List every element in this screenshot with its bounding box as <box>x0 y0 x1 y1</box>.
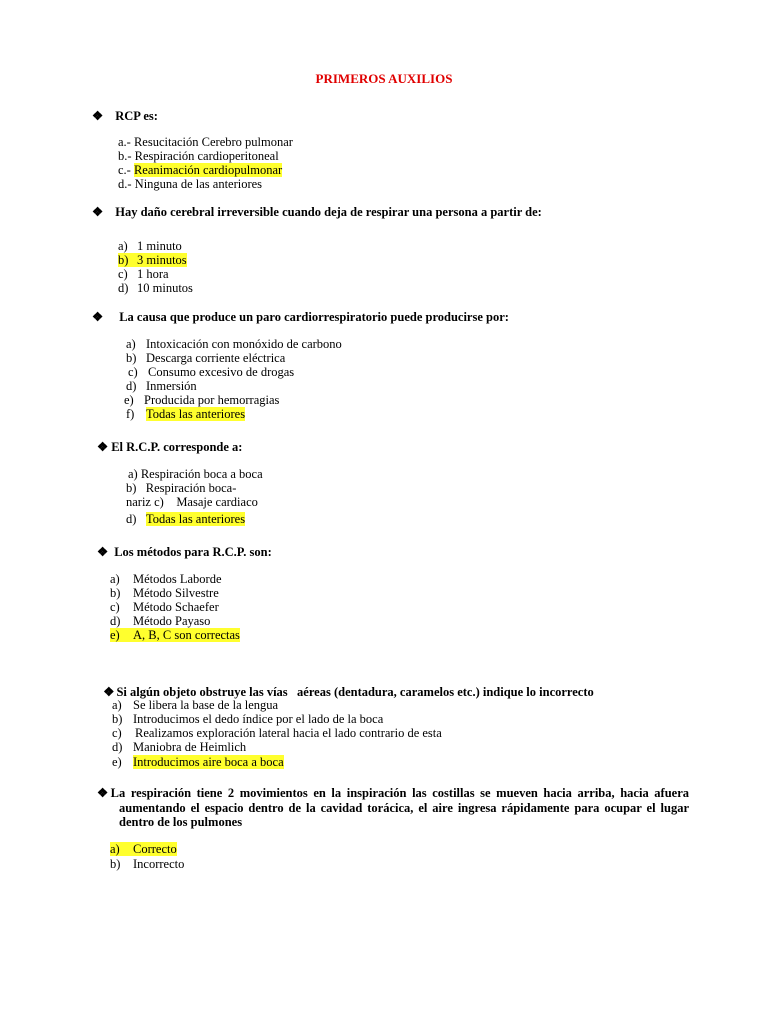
question-4-text: El R.C.P. corresponde a: <box>111 440 243 454</box>
question-1-text: RCP es: <box>115 109 158 123</box>
question-3-text: La causa que produce un paro cardiorrespiratorio puede producirse por: <box>119 310 509 324</box>
question-2-text: Hay daño cerebral irreversible cuando deja de respirar una persona a partir de: <box>115 205 542 219</box>
diamond-bullet-icon: ❖ <box>97 786 111 800</box>
diamond-bullet-icon: ❖ <box>103 685 115 699</box>
q3-option-d: d) Inmersión <box>126 379 197 393</box>
q2-option-a: a) 1 minuto <box>118 239 182 253</box>
q3-option-a: a) Intoxicación con monóxido de carbono <box>126 337 342 351</box>
q3-option-e: e) Producida por hemorragias <box>124 393 280 407</box>
question-5-text: Los métodos para R.C.P. son: <box>114 545 272 559</box>
diamond-bullet-icon: ❖ <box>92 205 104 219</box>
q7-option-a: a) Correcto <box>110 842 177 856</box>
diamond-bullet-icon: ❖ <box>97 440 109 454</box>
q5-option-b: b) Método Silvestre <box>110 586 219 600</box>
question-3 <box>92 310 509 324</box>
question-2 <box>92 205 542 219</box>
diamond-bullet-icon: ❖ <box>97 545 109 559</box>
q6-option-d: d) Maniobra de Heimlich <box>112 740 247 754</box>
q6-option-a: a) Se libera la base de la lengua <box>112 698 279 712</box>
q6-option-b: b) Introducimos el dedo índice por el lado de la boca <box>112 712 384 726</box>
q3-option-f: f) Todas las anteriores <box>126 407 246 421</box>
q2-option-d: d) 10 minutos <box>118 281 193 295</box>
q4-line-3: nariz c) Masaje cardiaco <box>126 495 258 509</box>
q7-option-b: b) Incorrecto <box>110 857 185 871</box>
question-1 <box>92 109 158 123</box>
q1-option-c <box>118 163 282 177</box>
q1-option-a: a.- Resucitación Cerebro pulmonar <box>118 135 293 149</box>
q4-line-4: d) Todas las anteriores <box>126 512 246 526</box>
question-7 <box>97 786 689 830</box>
q5-option-a: a) Métodos Laborde <box>110 572 222 586</box>
q4-line-1: a) Respiración boca a boca <box>128 467 263 481</box>
question-4 <box>97 440 242 454</box>
q1-option-c-label: c.- <box>118 163 134 177</box>
question-7-line-1: La respiración tiene 2 movimientos en la inspiración las costillas se mueven hacia arriba, hacia afuera <box>110 786 689 800</box>
question-6 <box>97 671 594 699</box>
diamond-bullet-icon: ❖ <box>92 310 104 324</box>
diamond-bullet-icon: ❖ <box>92 109 104 123</box>
q6-option-e: e) Introducimos aire boca a boca <box>112 755 284 769</box>
q2-option-c: c) 1 hora <box>118 267 169 281</box>
q3-option-b: b) Descarga corriente eléctrica <box>126 351 286 365</box>
q5-option-d: d) Método Payaso <box>110 614 211 628</box>
question-5 <box>97 545 272 559</box>
q6-option-c: c) Realizamos exploración lateral hacia el lado contrario de esta <box>112 726 442 740</box>
q1-option-b: b.- Respiración cardioperitoneal <box>118 149 279 163</box>
q5-option-c: c) Método Schaefer <box>110 600 219 614</box>
q4-line-2: b) Respiración boca- <box>126 481 237 495</box>
q1-option-d: d.- Ninguna de las anteriores <box>118 177 263 191</box>
question-6-text: Si algún objeto obstruye las vías aéreas (dentadura, caramelos etc.) indique lo incorrecto <box>116 685 594 699</box>
question-7-line-2: aumentando el espacio dentro de la cavidad torácica, el aire ingresa rápidamente para ocupar el lugar <box>119 800 689 815</box>
question-7-line-3: dentro de los pulmones <box>119 815 243 829</box>
q2-option-b: b) 3 minutos <box>118 253 187 267</box>
page-title: PRIMEROS AUXILIOS <box>315 71 453 86</box>
q5-option-e: e) A, B, C son correctas <box>110 628 240 642</box>
q1-option-c-answer: Reanimación cardiopulmonar <box>133 163 283 177</box>
q3-option-c: c) Consumo excesivo de drogas <box>128 365 295 379</box>
